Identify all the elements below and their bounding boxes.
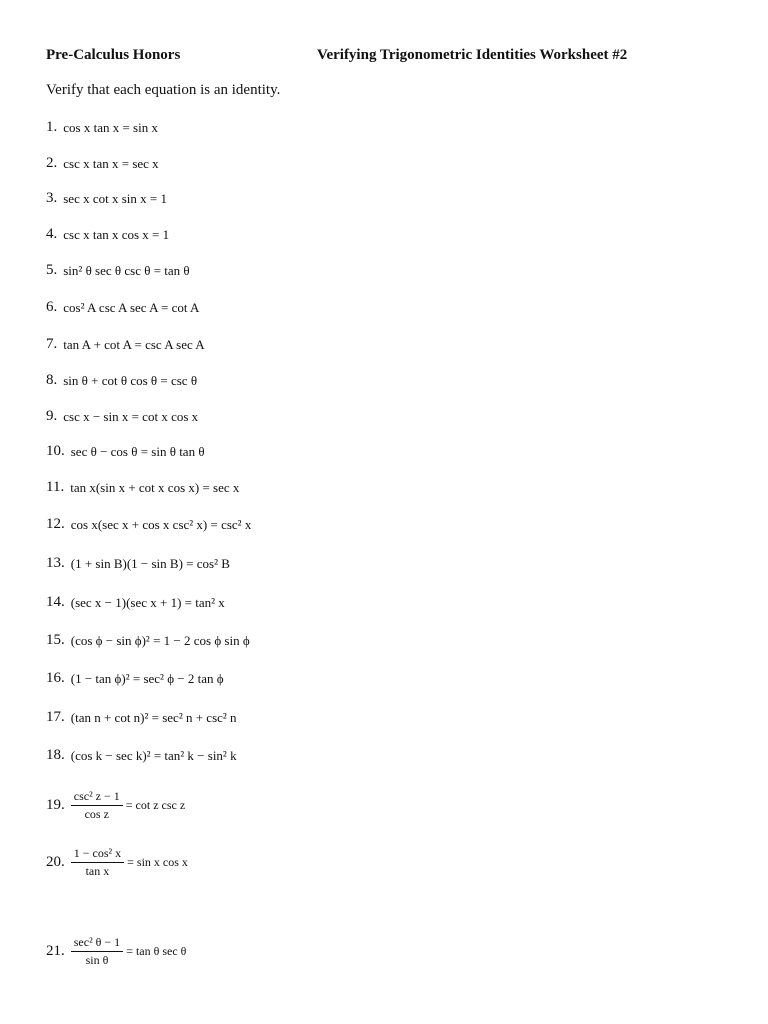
problem-5: 5. sin² θ sec θ csc θ = tan θ bbox=[46, 262, 190, 278]
problem-1: 1. cos x tan x = sin x bbox=[46, 119, 158, 135]
numerator: csc² z − 1 bbox=[71, 789, 123, 806]
problem-18: 18. (cos k − sec k)² = tan² k − sin² k bbox=[46, 747, 237, 763]
denominator: cos z bbox=[84, 807, 109, 821]
problem-4: 4. csc x tan x cos x = 1 bbox=[46, 226, 170, 242]
right-hand-side: = cot z csc z bbox=[125, 798, 186, 812]
numerator: 1 − cos² x bbox=[71, 846, 124, 863]
problem-14: 14. (sec x − 1)(sec x + 1) = tan² x bbox=[46, 594, 225, 610]
numerator: sec² θ − 1 bbox=[71, 935, 123, 952]
problem-21: 21. $\frac{\text{sec² θ − 1}}{\text{sin θ}}$ = tan θ sec θ bbox=[46, 935, 187, 967]
problem-9: 9. csc x − sin x = cot x cos x bbox=[46, 408, 199, 424]
problem-17: 17. (tan n + cot n)² = sec² n + csc² n bbox=[46, 709, 237, 725]
problem-13: 13. (1 + sin B)(1 − sin B) = cos² B bbox=[46, 555, 230, 571]
problem-6: 6. cos² A csc A sec A = cot A bbox=[46, 299, 200, 315]
problem-7: 7. tan A + cot A = csc A sec A bbox=[46, 336, 205, 352]
problem-2: 2. csc x tan x = sec x bbox=[46, 155, 159, 171]
course-title: Pre-Calculus Honors bbox=[46, 47, 181, 63]
problem-15: 15. (cos ϕ − sin ϕ)² = 1 − 2 cos ϕ sin ϕ bbox=[46, 632, 250, 648]
denominator: sin θ bbox=[85, 953, 109, 967]
instructions: Verify that each equation is an identity. bbox=[46, 82, 281, 98]
denominator: tan x bbox=[85, 864, 110, 878]
fraction bbox=[71, 789, 123, 822]
problem-8: 8. sin θ + cot θ cos θ = csc θ bbox=[46, 372, 198, 388]
right-hand-side: = sin x cos x bbox=[127, 855, 188, 869]
fraction bbox=[71, 935, 123, 968]
problem-12: 12. cos x(sec x + cos x csc² x) = csc² x bbox=[46, 516, 252, 532]
problem-10: 10. sec θ − cos θ = sin θ tan θ bbox=[46, 443, 205, 459]
problem-11: 11. tan x(sin x + cot x cos x) = sec x bbox=[46, 479, 240, 495]
right-hand-side: = tan θ sec θ bbox=[126, 944, 187, 958]
problem-20: 20. $\frac{\text{1 − cos² x}}{\text{tan x}}$ = sin x cos x bbox=[46, 846, 188, 878]
problem-16: 16. (1 − tan ϕ)² = sec² ϕ − 2 tan ϕ bbox=[46, 670, 224, 686]
fraction bbox=[71, 846, 124, 879]
problem-19: 19. $\frac{\text{csc² z − 1}}{\text{cos z}}$ = cot z csc z bbox=[46, 789, 186, 821]
problem-3: 3. sec x cot x sin x = 1 bbox=[46, 190, 167, 206]
worksheet-title: Verifying Trigonometric Identities Worksheet #2 bbox=[317, 47, 628, 63]
